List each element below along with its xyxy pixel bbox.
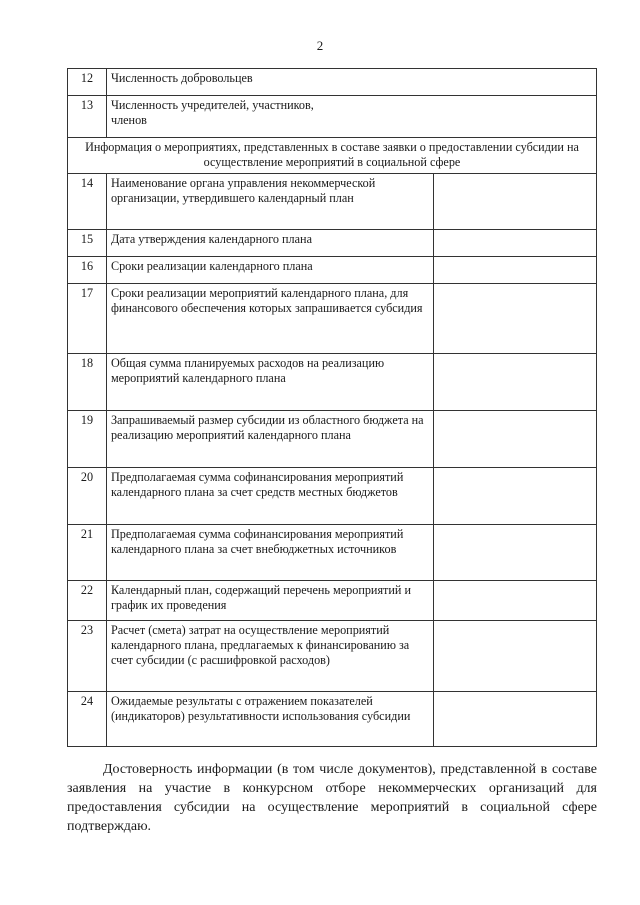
table-row xyxy=(68,354,597,411)
row-number: 19 xyxy=(68,411,107,468)
table-row xyxy=(68,692,597,747)
row-number: 12 xyxy=(68,69,107,96)
row-label: Ожидаемые результаты с отражением показателей (индикаторов) результативности использования субсидии xyxy=(106,692,433,747)
row-number: 16 xyxy=(68,257,107,284)
row-label: Численность учредителей, участников, членов xyxy=(106,96,596,138)
row-value-cell[interactable] xyxy=(434,468,597,525)
table-row xyxy=(68,96,597,138)
row-number: 15 xyxy=(68,230,107,257)
row-value-cell[interactable] xyxy=(434,525,597,581)
row-number: 20 xyxy=(68,468,107,525)
row-value-cell[interactable] xyxy=(434,581,597,621)
table-row xyxy=(68,581,597,621)
row-number: 14 xyxy=(68,174,107,230)
row-value-cell[interactable] xyxy=(434,692,597,747)
confirmation-statement: Достоверность информации (в том числе документов), представленной в составе заявления на участие в конкурсном отборе некоммерческих организаций для предоставления субсидии на осуществление мероприятий в социальной сфере подтверждаю. xyxy=(67,762,597,834)
row-value-cell[interactable] xyxy=(434,257,597,284)
row-label: Сроки реализации мероприятий календарного плана, для финансового обеспечения которых запрашивается субсидия xyxy=(106,284,433,354)
row-label: Предполагаемая сумма софинансирования мероприятий календарного плана за счет внебюджетных источников xyxy=(106,525,433,581)
row-label: Наименование органа управления некоммерческой организации, утвердившего календарный план xyxy=(106,174,433,230)
row-value-cell[interactable] xyxy=(434,411,597,468)
row-number: 18 xyxy=(68,354,107,411)
table-row xyxy=(68,257,597,284)
row-number: 17 xyxy=(68,284,107,354)
row-number: 24 xyxy=(68,692,107,747)
row-label: Расчет (смета) затрат на осуществление мероприятий календарного плана, предлагаемых к финансированию за счет субсидии (с расшифровкой расходов) xyxy=(106,621,433,692)
row-number: 23 xyxy=(68,621,107,692)
row-label: Общая сумма планируемых расходов на реализацию мероприятий календарного плана xyxy=(106,354,433,411)
row-value-cell[interactable] xyxy=(434,230,597,257)
table-row xyxy=(68,468,597,525)
row-label: Численность добровольцев xyxy=(106,69,596,96)
row-label: Сроки реализации календарного плана xyxy=(106,257,433,284)
row-label: Предполагаемая сумма софинансирования мероприятий календарного плана за счет средств местных бюджетов xyxy=(106,468,433,525)
table-row xyxy=(68,69,597,96)
table-row xyxy=(68,284,597,354)
application-form-table xyxy=(67,68,597,747)
table-row xyxy=(68,174,597,230)
table-row xyxy=(68,411,597,468)
row-number: 22 xyxy=(68,581,107,621)
table-row xyxy=(68,621,597,692)
row-label: Запрашиваемый размер субсидии из областного бюджета на реализацию мероприятий календарного плана xyxy=(106,411,433,468)
row-value-cell[interactable] xyxy=(434,621,597,692)
table-row xyxy=(68,525,597,581)
row-number: 13 xyxy=(68,96,107,138)
row-label: Календарный план, содержащий перечень мероприятий и график их проведения xyxy=(106,581,433,621)
row-label: Дата утверждения календарного плана xyxy=(106,230,433,257)
row-value-cell[interactable] xyxy=(434,354,597,411)
table-row xyxy=(68,230,597,257)
page-number: 2 xyxy=(316,38,324,53)
row-value-cell[interactable] xyxy=(434,174,597,230)
row-number: 21 xyxy=(68,525,107,581)
row-value-cell[interactable] xyxy=(434,284,597,354)
section-header: Информация о мероприятиях, представленных в составе заявки о предоставлении субсидии на осуществление мероприятий в социальной сфере xyxy=(68,138,597,174)
section-header-row xyxy=(68,138,597,174)
